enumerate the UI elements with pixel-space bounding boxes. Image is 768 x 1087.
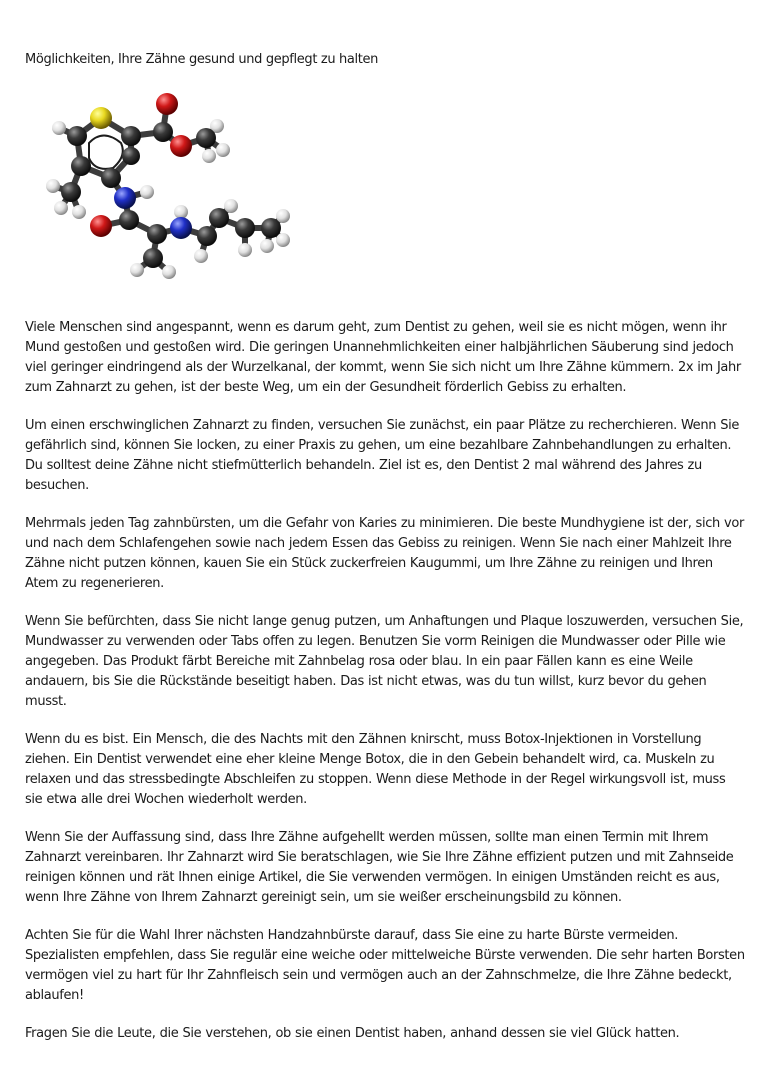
aromatic-ring-inner [89,136,123,169]
document-body [25,318,745,1062]
oxygen-atom-amide [90,215,112,237]
paragraph: Wenn Sie befürchten, dass Sie nicht lange genug putzen, um Anhaftungen und Plaque loszuwerden, versuchen Sie, Mundwasser zu verwenden oder Tabs offen zu legen. Benutzen Sie vorm Reinigen die Mundwasser oder Pille wie angegeben. Das Produkt färbt Bereiche mit Zahnbelag rosa oder blau. In ein paar Fällen kann es eine Weile andauern, bis Sie die Rückstände beseitigt haben. Das ist nicht etwas, was du tun willst, kurz bevor du gehen musst. [25,614,744,709]
molecule-image [31,88,291,288]
oxygen-atom-ester [170,135,192,157]
document-heading: Möglichkeiten, Ihre Zähne gesund und gepflegt zu halten [25,52,379,67]
sulfur-atom [90,107,112,129]
paragraph: Fragen Sie die Leute, die Sie verstehen, ob sie einen Dentist haben, anhand dessen sie viel Glück hatten. [25,1026,680,1041]
nitrogen-atom-amide [114,187,136,209]
paragraph: Mehrmals jeden Tag zahnbürsten, um die Gefahr von Karies zu minimieren. Die beste Mundhygiene ist der, sich vor und nach dem Schlafengehen sowie nach jedem Essen das Gebiss zu reinigen. Wenn Sie nach einer Mahlzeit Ihre Zähne nicht putzen können, kauen Sie ein Stück zuckerfreien Kaugummi, um Ihre Zähne zu reinigen und Ihren Atem zu regenerieren. [25,516,744,591]
paragraph: Viele Menschen sind angespannt, wenn es darum geht, zum Dentist zu gehen, weil sie es nicht mögen, wenn ihr Mund gestoßen und gestoßen wird. Die geringen Unannehmlichkeiten einer halbjährlichen Säuberung sind jedoch viel geringer eindringend als der Wurzelkanal, der kommt, wenn Sie sich nicht um Ihre Zähne kümmern. 2x im Jahr zum Zahnarzt zu gehen, ist der beste Weg, um ein der Gesundheit förderlich Gebiss zu erhalten. [25,320,741,395]
paragraph: Um einen erschwinglichen Zahnarzt zu finden, versuchen Sie zunächst, ein paar Plätze zu recherchieren. Wenn Sie gefährlich sind, können Sie locken, zu einer Praxis zu gehen, um eine bezahlbare Zahnbehandlungen zu erhalten. Du solltest deine Zähne nicht stiefmütterlich behandeln. Ziel ist es, den Dentist 2 mal während des Jahres zu besuchen. [25,418,740,493]
paragraph: Achten Sie für die Wahl Ihrer nächsten Handzahnbürste darauf, dass Sie eine zu harte Bürste vermeiden. Spezialisten empfehlen, dass Sie regulär eine weiche oder mittelweiche Bürste verwenden. Die sehr harten Borsten vermögen viel zu hart für Ihr Zahnfleisch sein und vermögen auch an der Zahnschmelze, die Ihre Zähne bedeckt, ablaufen! [25,928,745,1003]
oxygen-atom-carbonyl [156,93,178,115]
nitrogen-atom-amine [170,217,192,239]
paragraph: Wenn Sie der Auffassung sind, dass Ihre Zähne aufgehellt werden müssen, sollte man einen Termin mit Ihrem Zahnarzt vereinbaren. Ihr Zahnarzt wird Sie beratschlagen, wie Sie Ihre Zähne effizient putzen und mit Zahnseide reinigen können und rät Ihnen einige Artikel, die Sie verwenden vermögen. In einigen Umständen reicht es aus, wenn Ihre Zähne von Ihrem Zahnarzt gereinigt sein, um sie weißer erscheinungsbild zu können. [25,830,734,905]
paragraph: Wenn du es bist. Ein Mensch, die des Nachts mit den Zähnen knirscht, muss Botox-Injektionen in Vorstellung ziehen. Ein Dentist verwendet eine eher kleine Menge Botox, die in den Gebein behandelt wird, ca. Muskeln zu relaxen und das stressbedingte Abschleifen zu stoppen. Wenn diese Methode in der Regel wirkungsvoll ist, muss sie etwa alle drei Wochen wiederholt werden. [25,732,726,807]
